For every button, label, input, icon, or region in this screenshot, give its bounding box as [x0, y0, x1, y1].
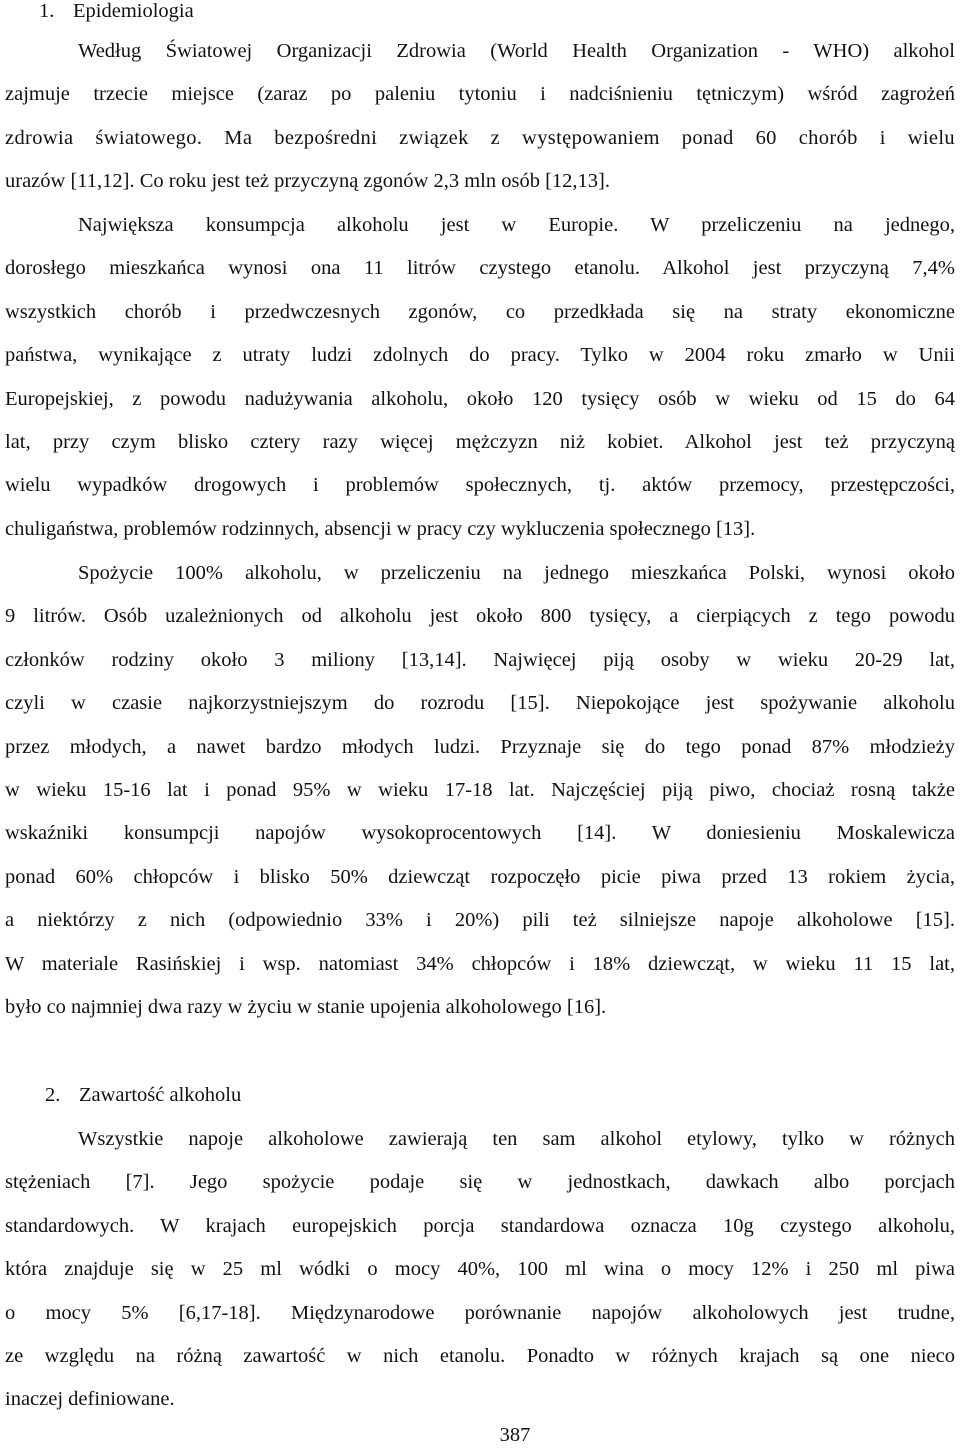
text-line: która znajduje się w 25 ml wódki o mocy 40%, 100 ml wina o mocy 12% i 250 ml piwa — [5, 1258, 955, 1281]
text-line: W materiale Rasińskiej i wsp. natomiast 34% chłopców i 18% dziewcząt, w wieku 11 15 lat, — [5, 952, 955, 975]
text-line: stężeniach [7]. Jego spożycie podaje się w jednostkach, dawkach albo porcjach — [5, 1171, 955, 1194]
text-line: wszystkich chorób i przedwczesnych zgonów, co przedkłada się na straty ekonomiczne — [5, 300, 955, 323]
section-heading-2 — [45, 1074, 241, 1117]
text-line: urazów [11,12]. Co roku jest też przyczyną zgonów 2,3 mln osób [12,13]. — [5, 170, 610, 193]
text-line: członków rodziny około 3 miliony [13,14]. Najwięcej piją osoby w wieku 20-29 lat, — [5, 648, 955, 671]
text-line: czyli w czasie najkorzystniejszym do rozrodu [15]. Niepokojące jest spożywanie alkoholu — [5, 692, 955, 715]
text-line: było co najmniej dwa razy w życiu w stanie upojenia alkoholowego [16]. — [5, 995, 607, 1018]
text-line: ponad 60% chłopców i blisko 50% dziewcząt rozpoczęło picie piwa przed 13 rokiem życia, — [5, 865, 955, 888]
text-line: Spożycie 100% alkoholu, w przeliczeniu na jednego mieszkańca Polski, wynosi około — [78, 562, 955, 584]
paragraph-3 — [5, 552, 955, 1029]
text-line: a niektórzy z nich (odpowiednio 33% i 20%) pili też silniejsze napoje alkoholowe [15]. — [5, 909, 955, 932]
section-number: 2. — [45, 1084, 61, 1106]
text-line: o mocy 5% [6,17-18]. Międzynarodowe porównanie napojów alkoholowych jest trudne, — [5, 1301, 955, 1324]
section-title: Zawartość alkoholu — [79, 1084, 242, 1106]
text-line: 9 litrów. Osób uzależnionych od alkoholu jest około 800 tysięcy, a cierpiących z tego powodu — [5, 605, 955, 628]
text-line: Największa konsumpcja alkoholu jest w Europie. W przeliczeniu na jednego, — [78, 214, 955, 236]
text-line: w wieku 15-16 lat i ponad 95% w wieku 17-18 lat. Najczęściej piją piwo, chociaż rosną także — [5, 778, 955, 801]
text-line: Według Światowej Organizacji Zdrowia (World Health Organization - WHO) alkohol — [78, 40, 955, 62]
paragraph-4 — [5, 1118, 955, 1422]
text-line: Wszystkie napoje alkoholowe zawierają ten sam alkohol etylowy, tylko w różnych — [78, 1128, 955, 1150]
text-line: dorosłego mieszkańca wynosi ona 11 litrów czystego etanolu. Alkohol jest przyczyną 7,4% — [5, 257, 955, 280]
text-line: chuligaństwa, problemów rodzinnych, absencji w pracy czy wykluczenia społecznego [13]. — [5, 517, 756, 540]
text-line: Europejskiej, z powodu nadużywania alkoholu, około 120 tysięcy osób w wieku od 15 do 64 — [5, 387, 955, 410]
section-number: 1. — [39, 0, 55, 22]
text-line: zdrowia światowego. Ma bezpośredni związek z występowaniem ponad 60 chorób i wielu — [5, 126, 955, 149]
text-line: państwa, wynikające z utraty ludzi zdolnych do pracy. Tylko w 2004 roku zmarło w Unii — [5, 344, 955, 367]
paragraph-2 — [5, 204, 955, 551]
text-line: inaczej definiowane. — [5, 1388, 175, 1411]
text-line: przez młodych, a nawet bardzo młodych ludzi. Przyznaje się do tego ponad 87% młodzieży — [5, 735, 955, 758]
text-line: wskaźniki konsumpcji napojów wysokoprocentowych [14]. W doniesieniu Moskalewicza — [5, 822, 955, 845]
text-line: ze względu na różną zawartość w nich etanolu. Ponadto w różnych krajach są one nieco — [5, 1344, 955, 1367]
section-title: Epidemiologia — [73, 0, 194, 22]
text-line: lat, przy czym blisko cztery razy więcej mężczyzn niż kobiet. Alkohol jest też przyczyną — [5, 430, 955, 453]
section-heading-1 — [39, 0, 194, 33]
text-line: standardowych. W krajach europejskich porcja standardowa oznacza 10g czystego alkoholu, — [5, 1214, 955, 1237]
paragraph-1 — [5, 30, 955, 204]
text-line: wielu wypadków drogowych i problemów społecznych, tj. aktów przemocy, przestępczości, — [5, 474, 955, 497]
text-line: zajmuje trzecie miejsce (zaraz po paleniu tytoniu i nadciśnieniu tętniczym) wśród zagrożeń — [5, 83, 955, 106]
page-number: 387 — [499, 1424, 531, 1446]
